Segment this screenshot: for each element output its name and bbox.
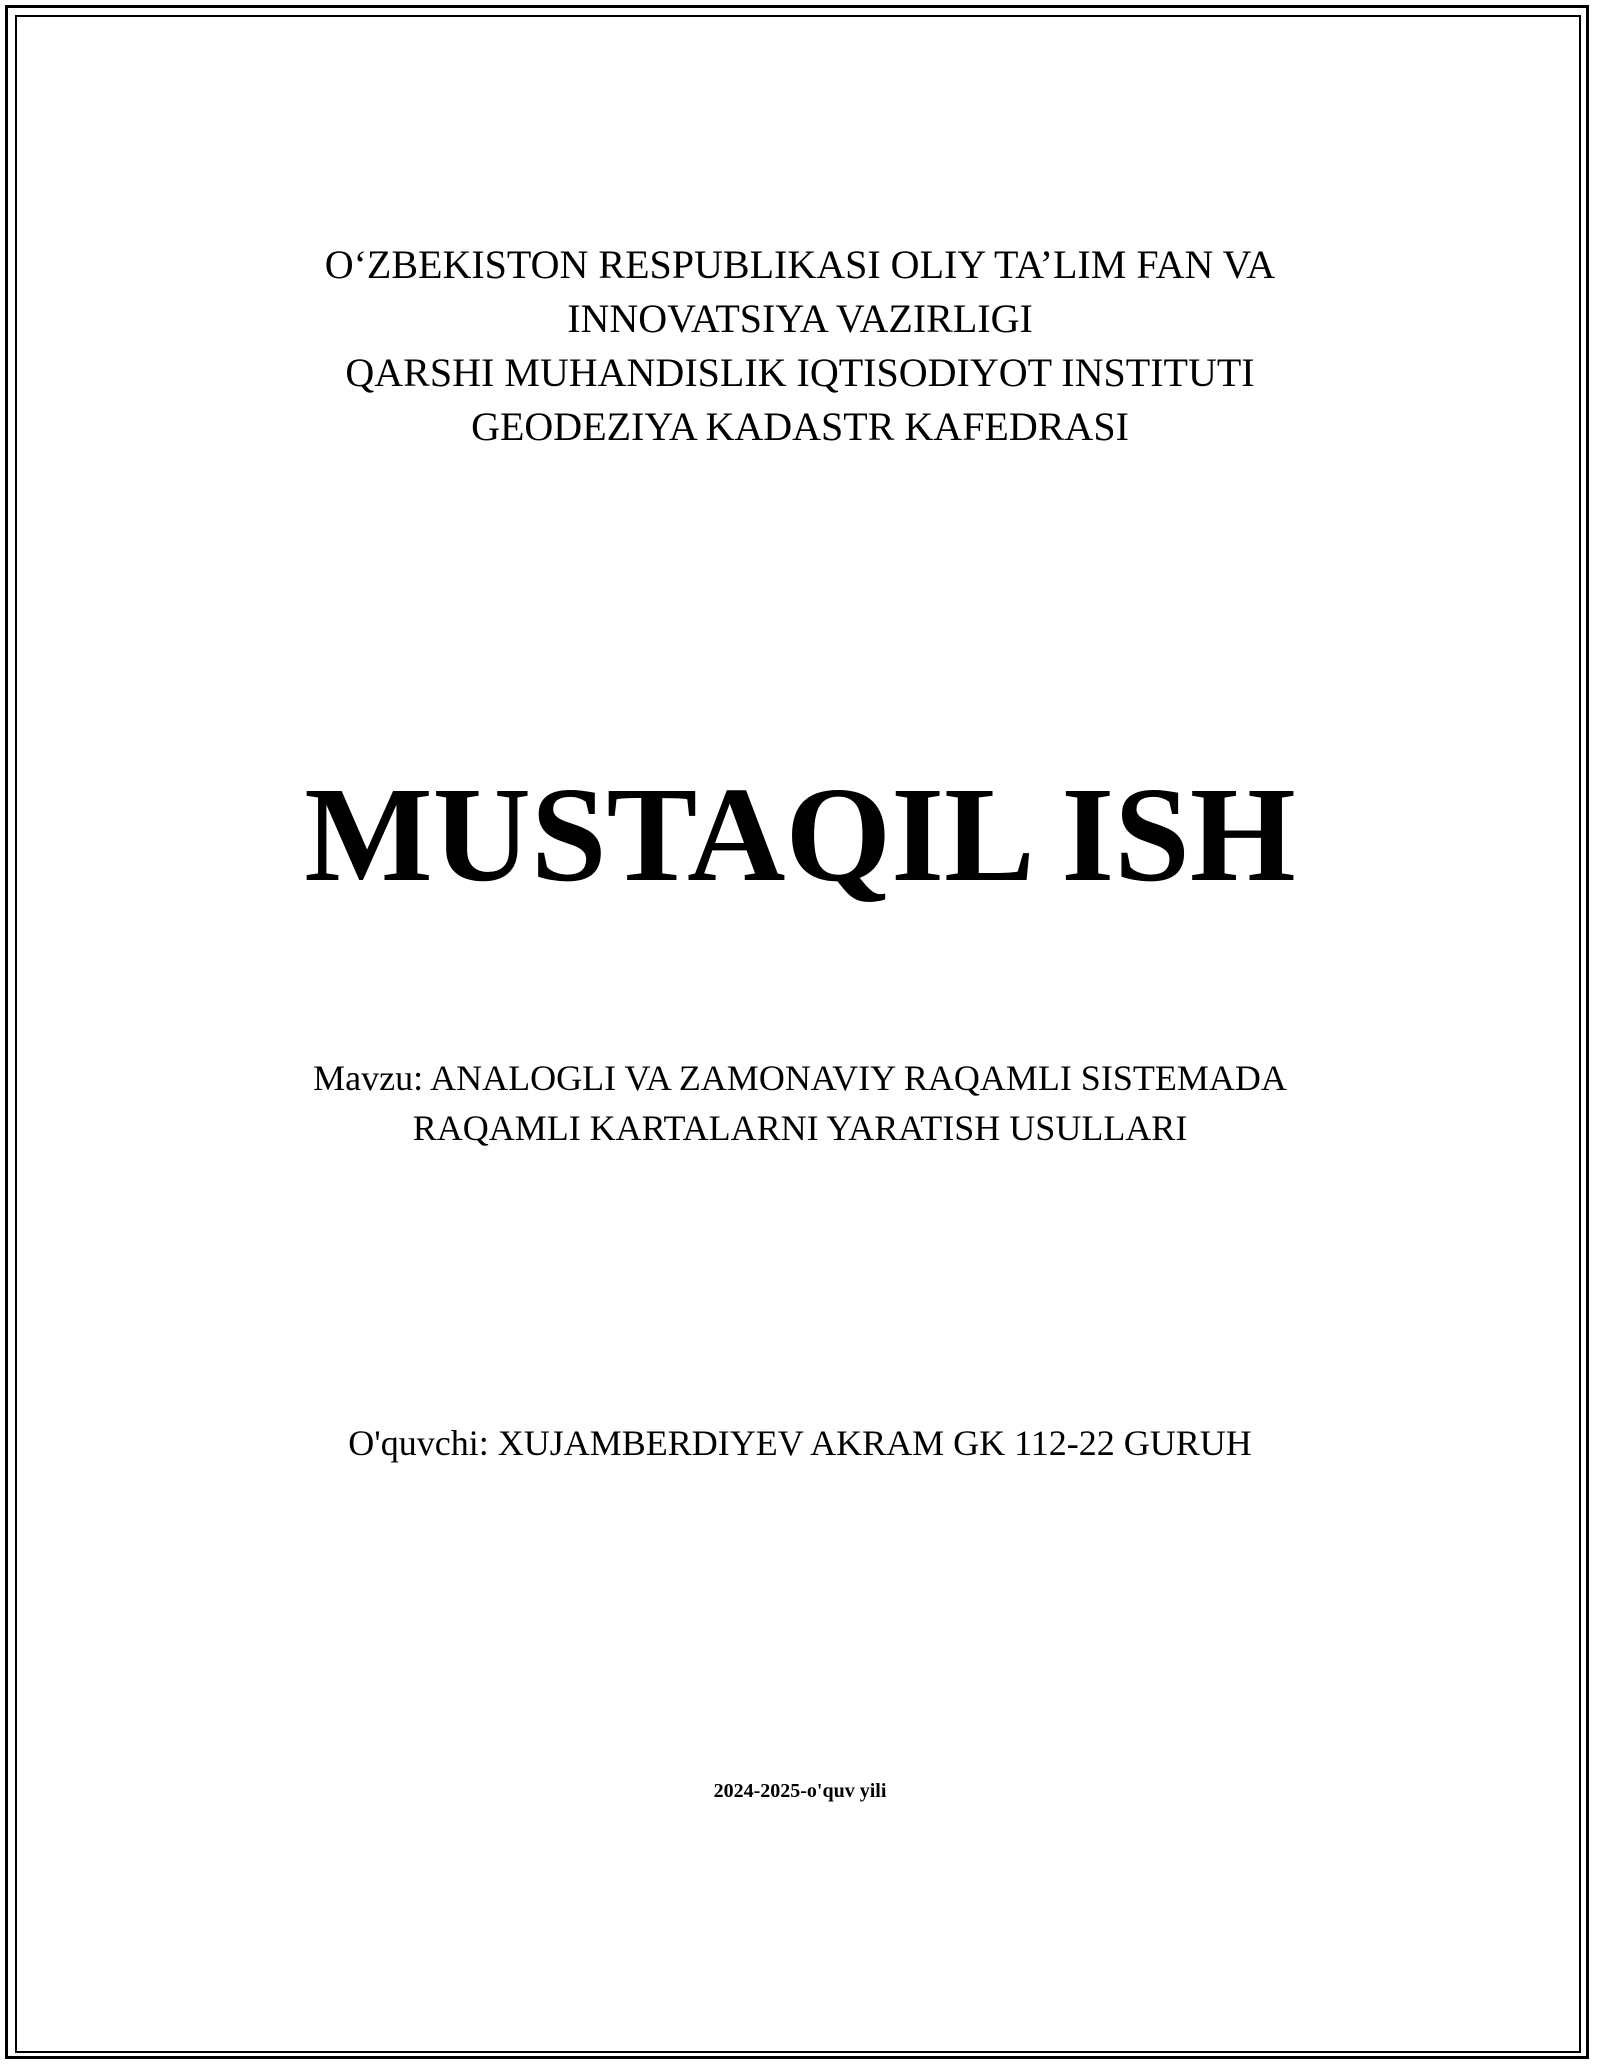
- document-title: MUSTAQIL ISH: [304, 760, 1296, 910]
- header-line-ministry-1: O‘ZBEKISTON RESPUBLIKASI OLIY TA’LIM FAN VA: [324, 242, 1276, 287]
- topic-block: [0, 1053, 1600, 1153]
- academic-year: 2024-2025-o'quv yili: [713, 1780, 887, 1802]
- header-line-department: GEODEZIYA KADASTR KAFEDRASI: [471, 404, 1129, 449]
- topic-line-1: Mavzu: ANALOGLI VA ZAMONAVIY RAQAMLI SISTEMADA: [313, 1058, 1287, 1098]
- header-line-institute: QARSHI MUHANDISLIK IQTISODIYOT INSTITUTI: [345, 350, 1255, 395]
- student-info: O'quvchi: XUJAMBERDIYEV AKRAM GK 112-22 GURUH: [348, 1423, 1252, 1463]
- header-line-ministry-2: INNOVATSIYA VAZIRLIGI: [567, 296, 1033, 341]
- topic-line-2: RAQAMLI KARTALARNI YARATISH USULLARI: [412, 1108, 1188, 1148]
- institution-header: [0, 238, 1600, 454]
